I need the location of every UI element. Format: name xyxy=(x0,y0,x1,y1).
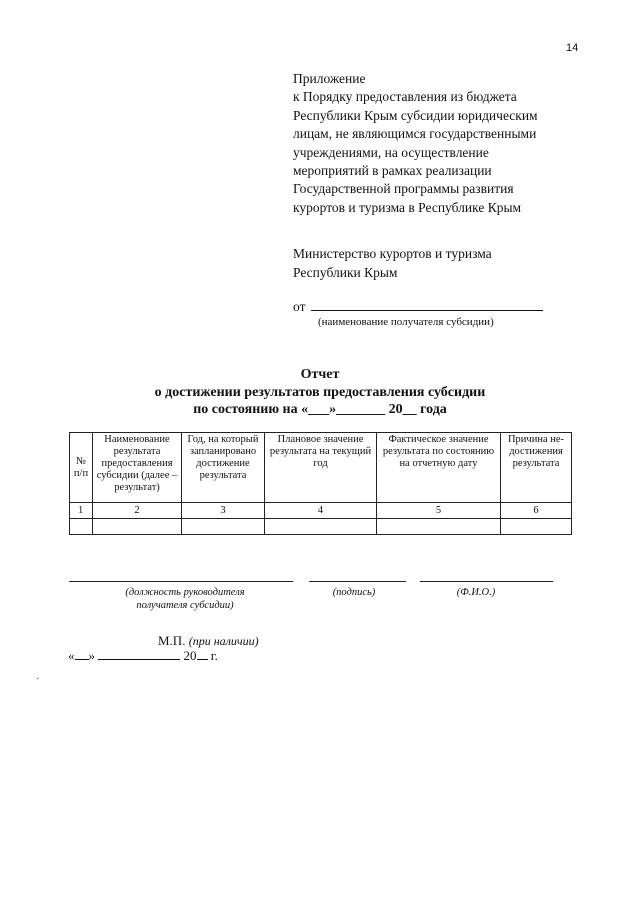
empty-cell xyxy=(377,519,501,535)
column-number-cell: 5 xyxy=(377,503,501,519)
stamp-placeholder xyxy=(158,633,259,649)
date-line xyxy=(68,648,218,664)
addressee-line-1: Министерство курортов и туризма xyxy=(293,246,492,261)
stamp-label: М.П. xyxy=(158,633,186,648)
empty-cell xyxy=(182,519,265,535)
table-header-row xyxy=(70,433,572,503)
empty-cell xyxy=(265,519,377,535)
addressee-line-2: Республики Крым xyxy=(293,265,398,280)
header-planned-value: Плановое значение результата на текущий год xyxy=(265,433,377,503)
column-number-cell: 3 xyxy=(182,503,265,519)
from-label: от xyxy=(293,299,306,314)
report-table xyxy=(69,432,572,535)
name-signature-line xyxy=(420,581,553,582)
header-result-name: Наименование результата предоставления субсидии (далее – результат) xyxy=(93,433,182,503)
day-field xyxy=(75,648,89,660)
appendix-line: мероприятий в рамках реализации xyxy=(293,163,492,179)
date-open-quote: « xyxy=(68,648,75,663)
report-title xyxy=(100,366,540,419)
appendix-line: к Порядку предоставления из бюджета xyxy=(293,89,517,105)
appendix-line: лицам, не являющимся государственными xyxy=(293,126,537,142)
empty-cell xyxy=(93,519,182,535)
scan-speck: · xyxy=(36,674,40,685)
title-line-1: Отчет xyxy=(300,367,340,382)
signature-line xyxy=(309,581,406,582)
month-field xyxy=(98,648,180,660)
appendix-line: Государственной программы развития xyxy=(293,181,514,197)
header-year: Год, на который запланировано достижение результата xyxy=(182,433,265,503)
page-number: 14 xyxy=(566,42,579,54)
title-line-2: о достижении результатов предоставления субсидии xyxy=(154,384,486,400)
empty-cell xyxy=(501,519,572,535)
table-row xyxy=(70,503,572,519)
signature-caption: (подпись) xyxy=(332,587,376,598)
title-line-3: по состоянию на «___»_______ 20__ года xyxy=(193,402,447,417)
column-number-cell: 6 xyxy=(501,503,572,519)
table-row xyxy=(70,519,572,535)
header-number: № п/п xyxy=(70,433,93,503)
from-row xyxy=(293,298,543,315)
appendix-line: Приложение xyxy=(293,71,366,86)
column-number-cell: 1 xyxy=(70,503,93,519)
position-signature-line xyxy=(69,581,293,582)
column-number-cell: 2 xyxy=(93,503,182,519)
year-prefix: 20 xyxy=(183,648,197,663)
year-suffix: г. xyxy=(210,648,218,663)
date-close-quote: » xyxy=(88,648,95,663)
appendix-line: Республики Крым субсидии юридическим xyxy=(293,107,538,123)
name-caption: (Ф.И.О.) xyxy=(456,587,496,598)
appendix-line: курортов и туризма в Республике Крым xyxy=(293,199,522,215)
year-field xyxy=(197,648,208,660)
position-caption: (должность руководителя получателя субсидии) xyxy=(125,587,245,611)
appendix-line: учреждениями, на осуществление xyxy=(293,144,489,160)
addressee xyxy=(293,244,492,282)
header-actual-value: Фактическое значение результата по состоянию на отчетную дату xyxy=(377,433,501,503)
recipient-name-field xyxy=(311,298,543,311)
stamp-note: (при наличии) xyxy=(188,634,259,648)
column-number-cell: 4 xyxy=(265,503,377,519)
empty-cell xyxy=(70,519,93,535)
header-reason: Причина не-достижения результата xyxy=(501,433,572,503)
appendix-header xyxy=(293,70,593,217)
from-caption: (наименование получателя субсидии) xyxy=(318,316,494,328)
